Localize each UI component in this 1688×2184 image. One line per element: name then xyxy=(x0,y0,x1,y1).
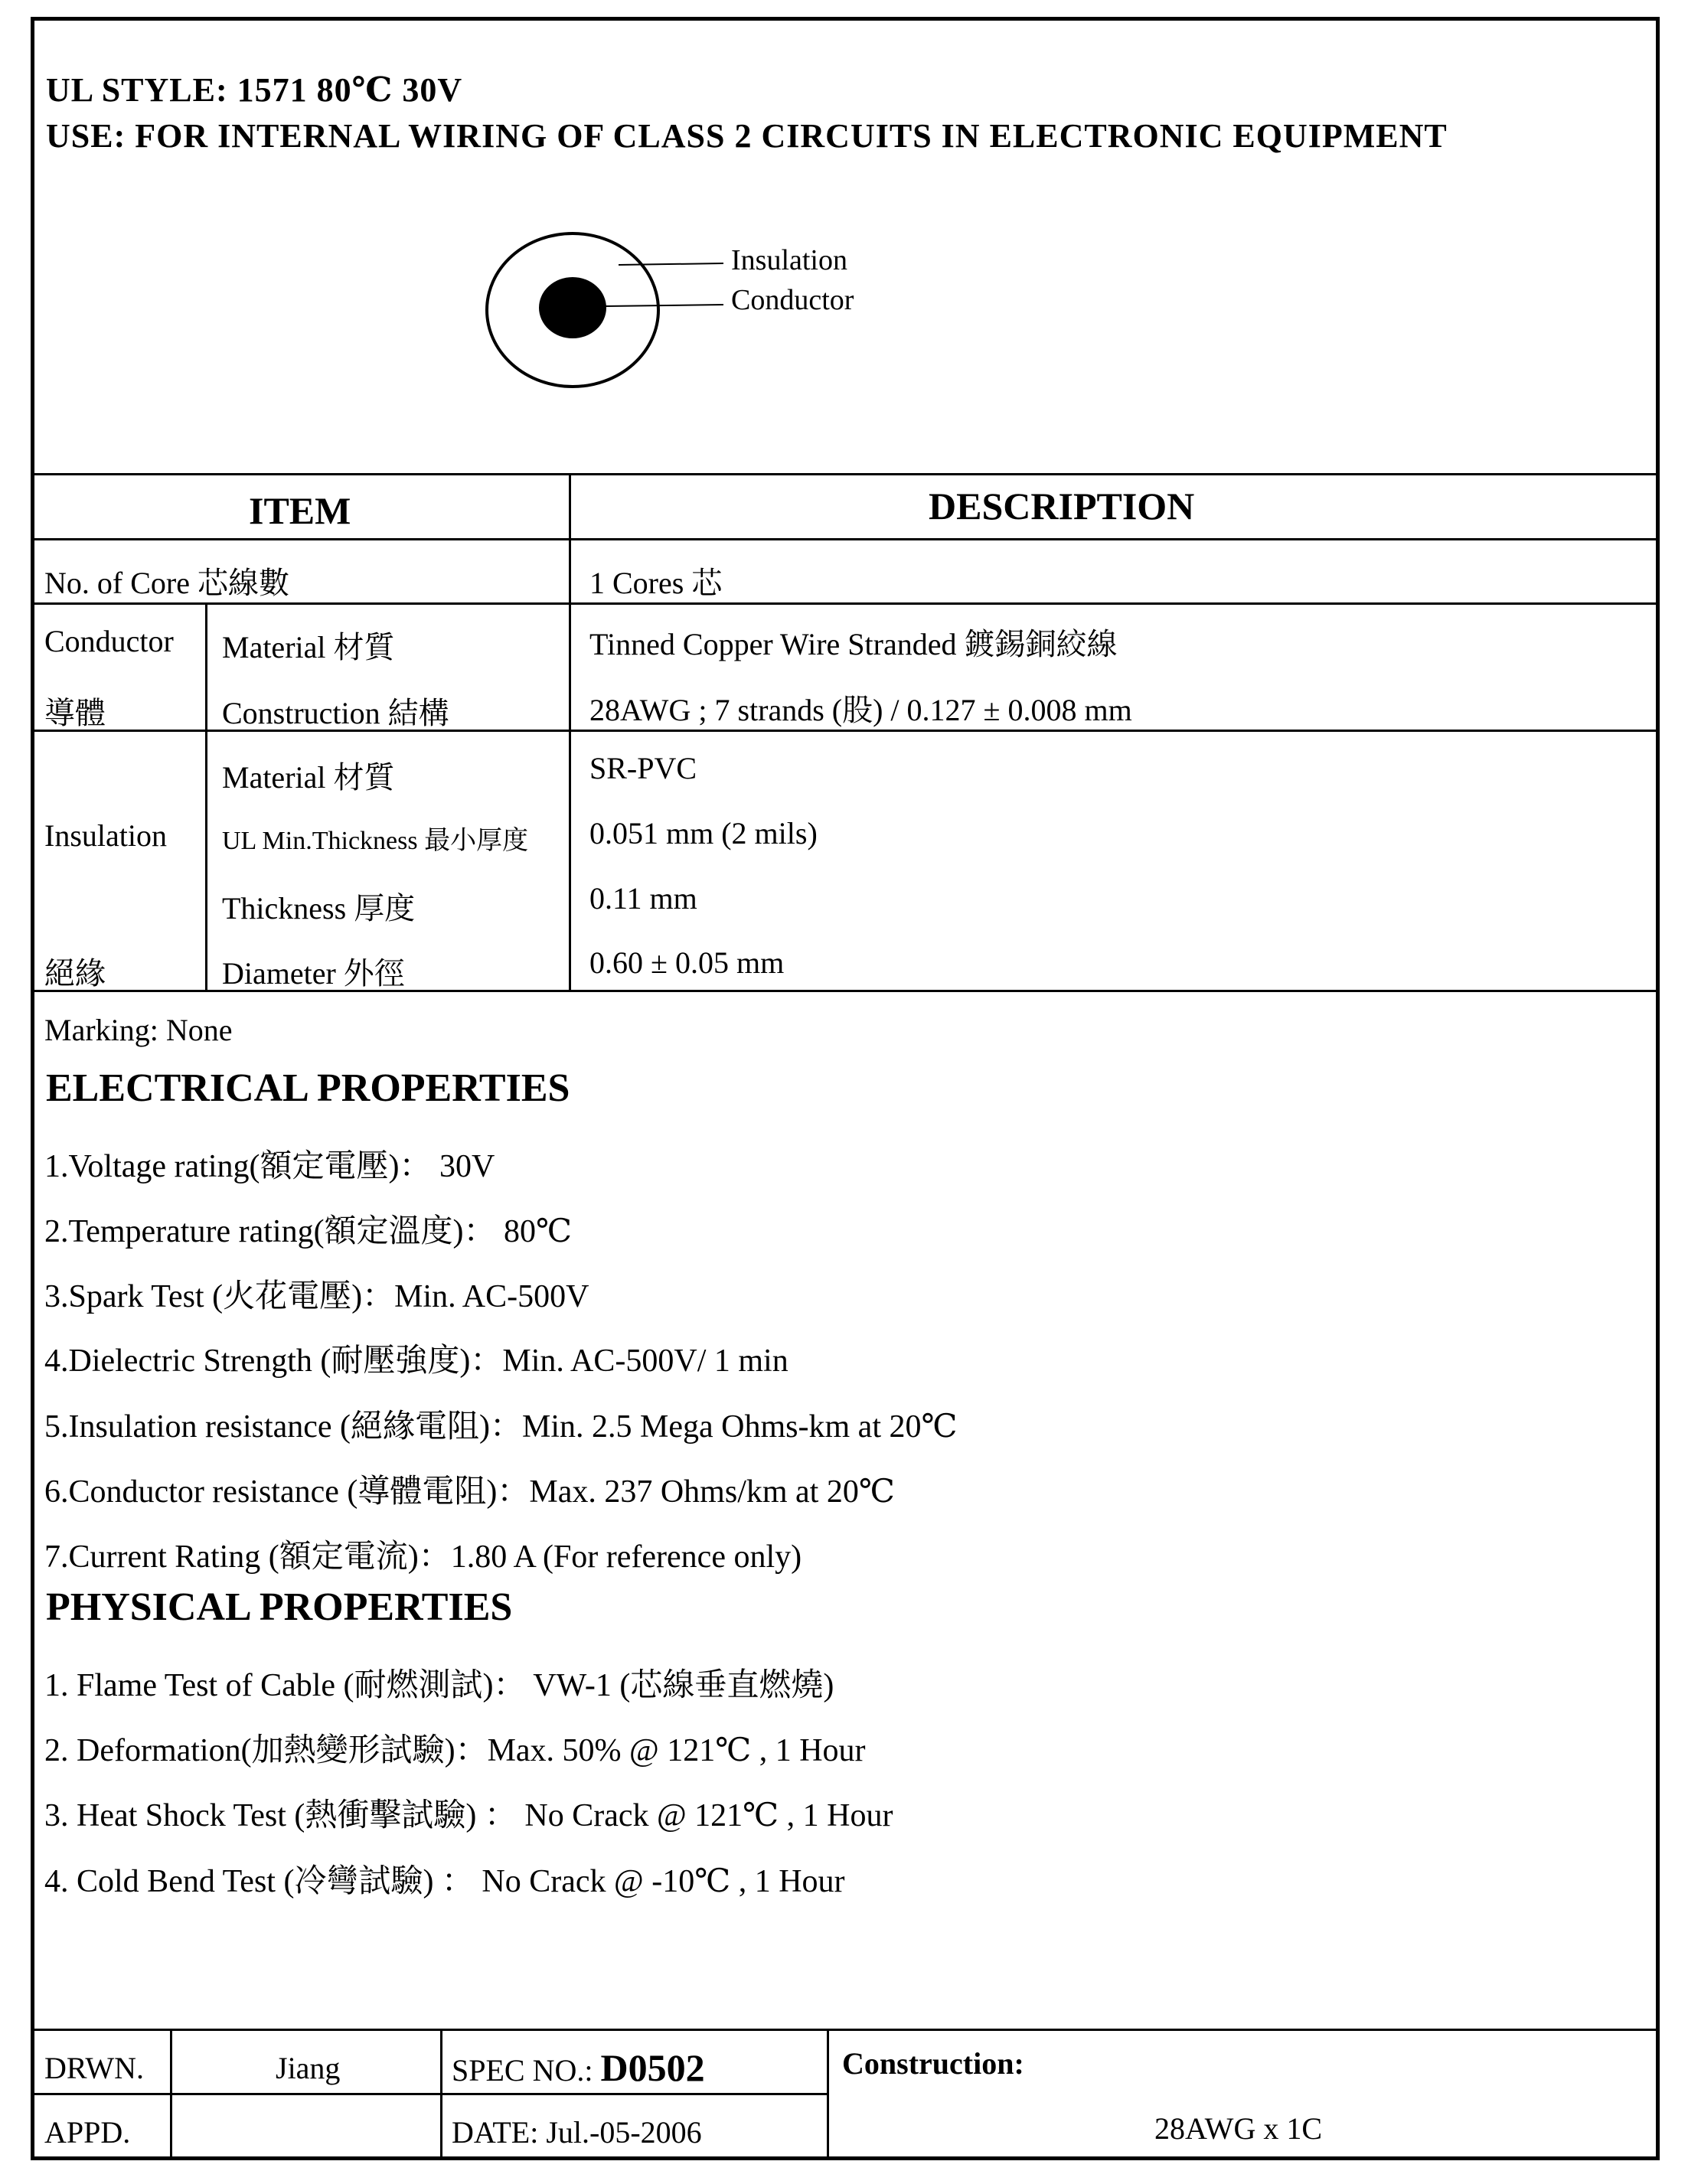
insulation-group-label-en: Insulation xyxy=(44,818,167,853)
electrical-item-voltage: 1.Voltage rating(額定電壓)： 30V xyxy=(44,1149,495,1184)
footer-divider-3 xyxy=(827,2029,829,2160)
spec-label: SPEC NO.: xyxy=(452,2053,601,2088)
conductor-label: Conductor xyxy=(731,284,854,316)
insulation-material-value: SR-PVC xyxy=(589,751,697,785)
conductor-material-value: Tinned Copper Wire Stranded 鍍錫銅絞線 xyxy=(589,627,1118,661)
spec-value: D0502 xyxy=(600,2046,705,2089)
item-subcolumn-divider xyxy=(205,602,207,991)
insulation-thickness-label: Thickness 厚度 xyxy=(222,891,416,926)
appd-label: APPD. xyxy=(44,2115,131,2150)
insulation-group-label-zh: 絕緣 xyxy=(44,956,106,991)
use-line: USE: FOR INTERNAL WIRING OF CLASS 2 CIRCUITS IN ELECTRONIC EQUIPMENT xyxy=(46,117,1448,155)
table-top-rule xyxy=(31,473,1660,475)
conductor-construction-value: 28AWG ; 7 strands (股) / 0.127 ± 0.008 mm xyxy=(589,693,1132,727)
item-header: ITEM xyxy=(249,489,351,532)
insulation-label: Insulation xyxy=(731,244,847,276)
electrical-item-spark-test: 3.Spark Test (火花電壓)：Min. AC-500V xyxy=(44,1279,589,1314)
electrical-properties-title: ELECTRICAL PROPERTIES xyxy=(46,1066,570,1110)
conductor-core xyxy=(539,277,606,338)
footer-divider-2 xyxy=(440,2029,442,2160)
ul-style-line: UL STYLE: 1571 80℃ 30V xyxy=(46,71,463,109)
electrical-item-insulation-resistance: 5.Insulation resistance (絕緣電阻)：Min. 2.5 Mega Ohms-km at 20℃ xyxy=(44,1409,958,1445)
conductor-group-label-en: Conductor xyxy=(44,624,174,658)
physical-item-deformation: 2. Deformation(加熱變形試驗)：Max. 50% @ 121℃ , 1 Hour xyxy=(44,1733,866,1768)
physical-item-heat-shock: 3. Heat Shock Test (熱衝擊試驗) ： No Crack @ 121℃ , 1 Hour xyxy=(44,1798,893,1833)
conductor-construction-label: Construction 結構 xyxy=(222,696,449,730)
construction-value: 28AWG x 1C xyxy=(1154,2111,1323,2146)
footer-middle-rule xyxy=(31,2093,827,2095)
electrical-item-current-rating: 7.Current Rating (額定電流)：1.80 A (For reference only) xyxy=(44,1539,802,1575)
table-header-rule xyxy=(31,538,1660,540)
spec-number xyxy=(452,2045,705,2090)
insulation-diameter-label: Diameter 外徑 xyxy=(222,956,405,991)
footer-divider-1 xyxy=(170,2029,172,2160)
insulation-diameter-value: 0.60 ± 0.05 mm xyxy=(589,945,785,980)
insulation-thickness-value: 0.11 mm xyxy=(589,881,697,916)
insulation-material-label: Material 材質 xyxy=(222,760,395,795)
conductor-leader-line xyxy=(605,305,723,306)
description-header: DESCRIPTION xyxy=(929,485,1195,527)
drwn-label: DRWN. xyxy=(44,2051,144,2085)
insulation-min-thickness-label: UL Min.Thickness 最小厚度 xyxy=(222,827,529,855)
drwn-value: Jiang xyxy=(276,2051,341,2085)
physical-properties-title: PHYSICAL PROPERTIES xyxy=(46,1585,513,1629)
date-label: DATE: Jul.-05-2006 xyxy=(452,2115,702,2150)
construction-label: Construction: xyxy=(842,2046,1024,2081)
electrical-item-dielectric: 4.Dielectric Strength (耐壓強度)：Min. AC-500V/ 1 min xyxy=(44,1343,788,1379)
conductor-group-label-zh: 導體 xyxy=(44,696,106,730)
footer-top-rule xyxy=(31,2029,1660,2031)
core-row-rule xyxy=(31,602,1660,605)
core-value: 1 Cores 芯 xyxy=(589,566,723,600)
conductor-material-label: Material 材質 xyxy=(222,630,395,664)
marking-line: Marking: None xyxy=(44,1013,233,1047)
insulation-min-thickness-value: 0.051 mm (2 mils) xyxy=(589,816,818,850)
electrical-item-conductor-resistance: 6.Conductor resistance (導體電阻)：Max. 237 Ohms/km at 20℃ xyxy=(44,1474,895,1510)
table-column-divider xyxy=(569,473,571,991)
insulation-leader-line xyxy=(619,263,723,265)
electrical-item-temperature: 2.Temperature rating(額定溫度)： 80℃ xyxy=(44,1214,573,1249)
core-label: No. of Core 芯線數 xyxy=(44,566,289,600)
physical-item-flame-test: 1. Flame Test of Cable (耐燃測試)： VW-1 (芯線垂直燃燒) xyxy=(44,1668,834,1703)
physical-item-cold-bend: 4. Cold Bend Test (冷彎試驗) ： No Crack @ -10℃ , 1 Hour xyxy=(44,1864,845,1899)
